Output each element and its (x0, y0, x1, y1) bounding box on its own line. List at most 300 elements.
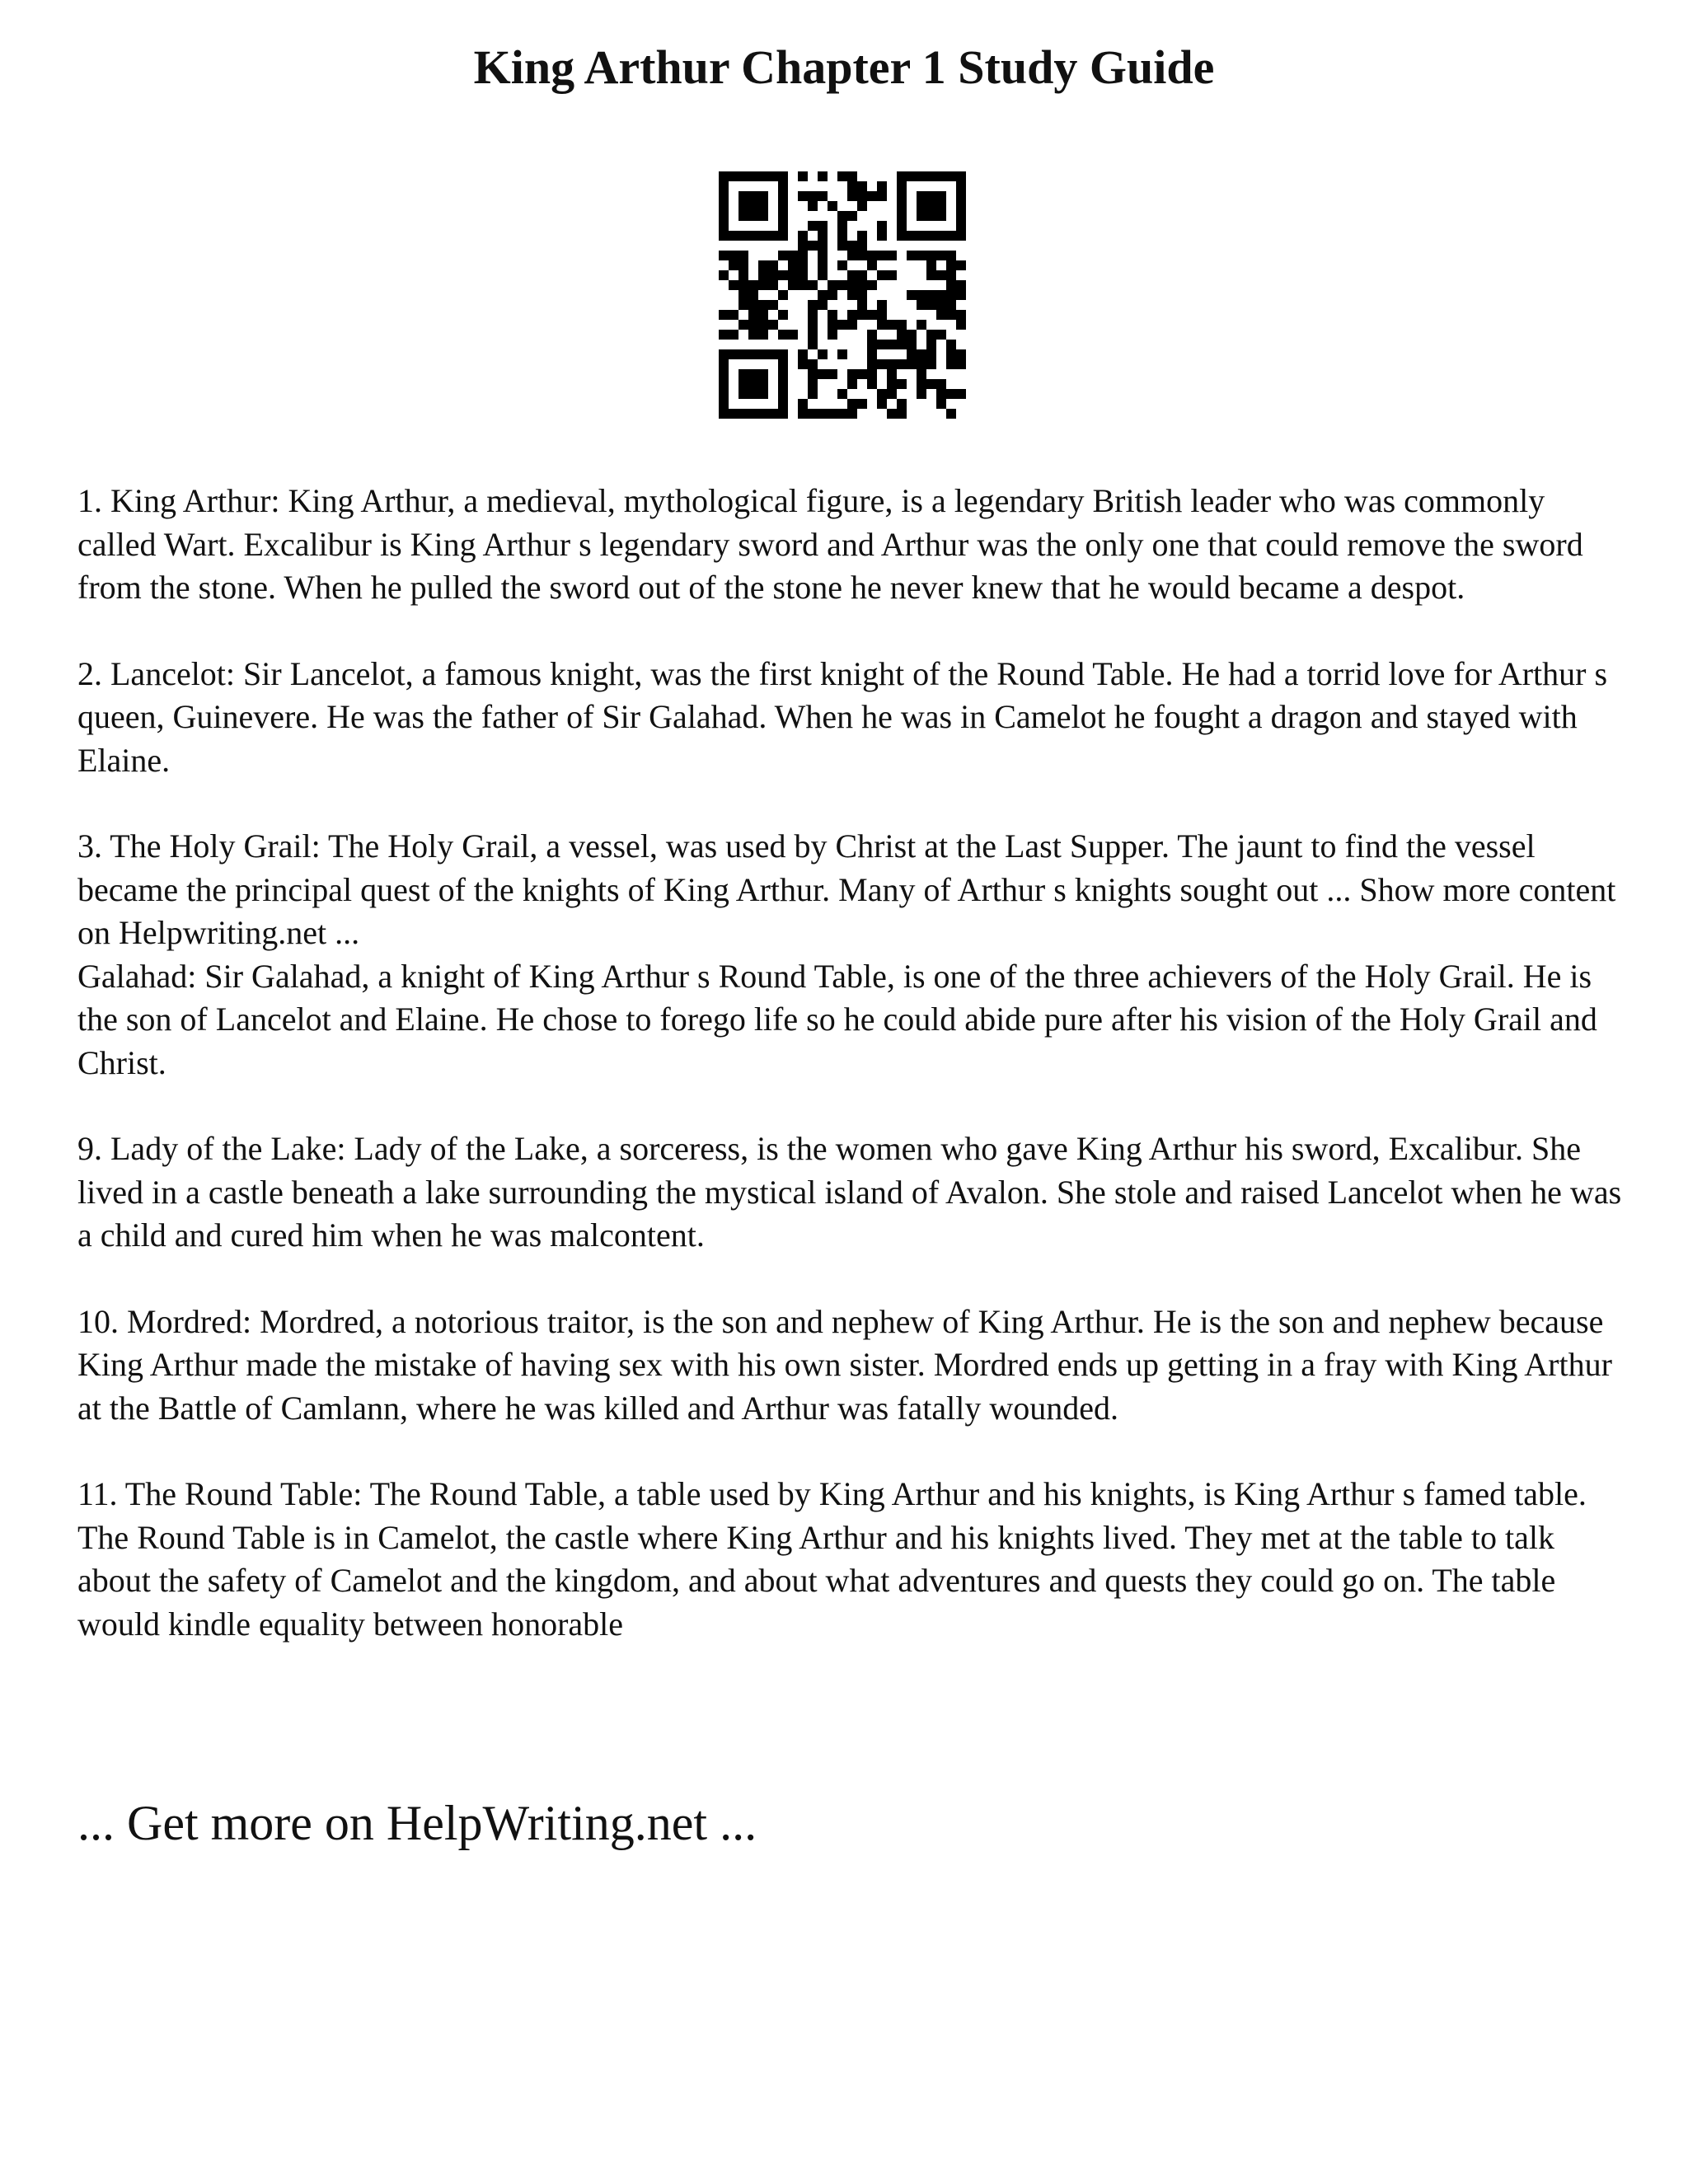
qr-module (917, 389, 926, 399)
qr-module (808, 221, 818, 231)
qr-module (748, 310, 758, 320)
qr-module (936, 300, 946, 310)
qr-module (926, 171, 936, 181)
qr-module (867, 330, 877, 340)
qr-module (857, 191, 867, 201)
qr-module (818, 409, 828, 419)
qr-module (778, 389, 788, 399)
qr-module (837, 409, 847, 419)
qr-module (956, 310, 966, 320)
qr-module (956, 171, 966, 181)
qr-module (897, 211, 907, 221)
qr-module (778, 369, 788, 379)
qr-module (748, 389, 758, 399)
qr-module (808, 340, 818, 349)
qr-module (897, 330, 907, 340)
qr-module (808, 201, 818, 211)
qr-module (956, 191, 966, 201)
qr-module (828, 280, 837, 290)
paragraph-holy-grail: 3. The Holy Grail: The Holy Grail, a vessel, was used by Christ at the Last Supper. The jaunt to find the vessel became the principal quest of the knights of King Arthur. Many of Arthur s knights sought out ... Show more content on Helpwriting.net ... (77, 827, 1616, 951)
qr-module (847, 409, 857, 419)
qr-module (837, 280, 847, 290)
qr-module (748, 330, 758, 340)
qr-module (877, 389, 887, 399)
qr-module (738, 231, 748, 241)
qr-module (788, 280, 798, 290)
page-title: King Arthur Chapter 1 Study Guide (473, 40, 1215, 94)
qr-module (768, 409, 778, 419)
qr-module (719, 349, 729, 359)
qr-module (719, 409, 729, 419)
qr-module (956, 260, 966, 270)
qr-module (907, 349, 917, 359)
qr-module (778, 211, 788, 221)
qr-module (729, 409, 738, 419)
qr-module (847, 241, 857, 251)
qr-module (738, 280, 748, 290)
paragraph-lancelot: 2. Lancelot: Sir Lancelot, a famous knight, was the first knight of the Round Table. He had a torrid love for Arthur s queen, Guinevere. He was the father of Sir Galahad. When he was in Camelot he fought a dragon and stayed with Elaine. (77, 654, 1608, 779)
qr-module (897, 320, 907, 330)
qr-module (956, 359, 966, 369)
qr-module (847, 290, 857, 300)
helpwriting-link[interactable]: ... Get more on HelpWriting.net ... (77, 1796, 757, 1850)
qr-module (857, 270, 867, 280)
qr-module (798, 251, 808, 260)
qr-module (926, 300, 936, 310)
qr-module (837, 171, 847, 181)
qr-module (719, 330, 729, 340)
qr-module (808, 389, 818, 399)
qr-module (867, 340, 877, 349)
qr-module (758, 310, 768, 320)
qr-module (877, 359, 887, 369)
qr-module (808, 379, 818, 389)
qr-module (897, 221, 907, 231)
qr-module (847, 369, 857, 379)
qr-module (877, 231, 887, 241)
qr-module (907, 340, 917, 349)
qr-module (738, 409, 748, 419)
qr-module (758, 280, 768, 290)
qr-module (729, 280, 738, 290)
qr-module (758, 211, 768, 221)
qr-module (946, 231, 956, 241)
qr-module (926, 330, 936, 340)
qr-module (748, 290, 758, 300)
qr-module (867, 379, 877, 389)
qr-module (758, 191, 768, 201)
qr-module (946, 280, 956, 290)
qr-module (748, 280, 758, 290)
qr-module (768, 280, 778, 290)
qr-module (837, 260, 847, 270)
qr-module (936, 171, 946, 181)
qr-module (847, 191, 857, 201)
qr-module (758, 201, 768, 211)
qr-module (936, 389, 946, 399)
qr-module (738, 270, 748, 280)
qr-module (758, 379, 768, 389)
qr-module (768, 320, 778, 330)
qr-module (818, 171, 828, 181)
qr-module (917, 349, 926, 359)
qr-module (798, 241, 808, 251)
qr-module (758, 260, 768, 270)
qr-module (897, 201, 907, 211)
qr-module (857, 251, 867, 260)
qr-module (758, 270, 768, 280)
qr-module (956, 280, 966, 290)
qr-module (719, 359, 729, 369)
qr-module (729, 310, 738, 320)
qr-module (926, 260, 936, 270)
qr-module (738, 369, 748, 379)
qr-module (917, 231, 926, 241)
qr-module (738, 290, 748, 300)
qr-code-graphic (719, 171, 966, 419)
qr-module (857, 231, 867, 241)
qr-module (738, 171, 748, 181)
qr-module (778, 251, 788, 260)
qr-module (748, 171, 758, 181)
qr-module (778, 290, 788, 300)
qr-module (719, 211, 729, 221)
qr-module (719, 181, 729, 191)
qr-module (936, 290, 946, 300)
qr-module (936, 231, 946, 241)
qr-module (837, 211, 847, 221)
qr-module (738, 389, 748, 399)
qr-module (946, 389, 956, 399)
qr-module (818, 349, 828, 359)
qr-module (768, 171, 778, 181)
qr-module (887, 379, 897, 389)
study-guide-body (77, 480, 1627, 1689)
qr-module (818, 231, 828, 241)
qr-module (907, 359, 917, 369)
qr-module (897, 191, 907, 201)
qr-module (897, 359, 907, 369)
qr-module (877, 191, 887, 201)
qr-module (748, 379, 758, 389)
qr-module (926, 349, 936, 359)
qr-module (936, 201, 946, 211)
qr-module (818, 260, 828, 270)
qr-module (719, 221, 729, 231)
qr-module (778, 221, 788, 231)
qr-module (887, 409, 897, 419)
qr-code-icon (719, 171, 966, 419)
qr-module (738, 379, 748, 389)
qr-module (828, 320, 837, 330)
qr-module (729, 251, 738, 260)
qr-module (936, 211, 946, 221)
qr-module (758, 389, 768, 399)
qr-module (748, 409, 758, 419)
qr-module (917, 369, 926, 379)
qr-module (798, 260, 808, 270)
qr-module (719, 201, 729, 211)
qr-module (778, 231, 788, 241)
qr-module (956, 389, 966, 399)
qr-module (798, 270, 808, 280)
qr-module (926, 290, 936, 300)
qr-module (798, 191, 808, 201)
qr-module (946, 251, 956, 260)
qr-module (798, 231, 808, 241)
qr-module (926, 379, 936, 389)
qr-module (847, 181, 857, 191)
qr-module (907, 231, 917, 241)
qr-module (877, 181, 887, 191)
qr-module (946, 270, 956, 280)
qr-module (808, 320, 818, 330)
qr-module (917, 290, 926, 300)
qr-module (917, 359, 926, 369)
qr-module (867, 310, 877, 320)
qr-module (758, 409, 768, 419)
qr-module (946, 349, 956, 359)
qr-module (926, 201, 936, 211)
qr-module (897, 181, 907, 191)
qr-module (867, 369, 877, 379)
qr-module (788, 260, 798, 270)
qr-module (857, 290, 867, 300)
qr-module (798, 171, 808, 181)
qr-module (798, 349, 808, 359)
qr-module (808, 409, 818, 419)
qr-module (818, 270, 828, 280)
qr-module (808, 300, 818, 310)
qr-module (798, 359, 808, 369)
qr-module (719, 310, 729, 320)
qr-module (748, 211, 758, 221)
qr-module (857, 310, 867, 320)
qr-module (847, 211, 857, 221)
qr-module (719, 171, 729, 181)
qr-module (758, 231, 768, 241)
qr-module (738, 211, 748, 221)
qr-module (946, 409, 956, 419)
qr-module (778, 379, 788, 389)
qr-module (808, 191, 818, 201)
qr-module (936, 251, 946, 260)
qr-module (867, 280, 877, 290)
qr-module (837, 241, 847, 251)
qr-module (798, 409, 808, 419)
qr-module (738, 320, 748, 330)
qr-module (897, 409, 907, 419)
qr-module (857, 369, 867, 379)
qr-module (857, 300, 867, 310)
qr-module (738, 260, 748, 270)
qr-module (768, 300, 778, 310)
qr-module (808, 330, 818, 340)
qr-module (729, 330, 738, 340)
qr-module (808, 280, 818, 290)
qr-module (748, 201, 758, 211)
qr-module (798, 399, 808, 409)
qr-module (729, 171, 738, 181)
paragraph-king-arthur: 1. King Arthur: King Arthur, a medieval, mythological figure, is a legendary British leader who was commonly called Wart. Excalibur is King Arthur s legendary sword and Arthur was the only one that could remove the sword from the stone. When he pulled the sword out of the stone he never knew that he would became a despot. (77, 482, 1583, 606)
qr-module (887, 359, 897, 369)
qr-module (748, 320, 758, 330)
qr-module (729, 349, 738, 359)
qr-module (828, 201, 837, 211)
qr-module (956, 201, 966, 211)
qr-module (917, 251, 926, 260)
paragraph-round-table: 11. The Round Table: The Round Table, a table used by King Arthur and his knights, is King Arthur s famed table. The Round Table is in Camelot, the castle where King Arthur and his knights lived. They met at the table to talk about the safety of Camelot and the kingdom, and about what adventures and quests they could go on. The table would kindle equality between honorable (77, 1475, 1587, 1643)
qr-module (926, 270, 936, 280)
qr-module (936, 191, 946, 201)
qr-module (719, 191, 729, 201)
qr-module (738, 300, 748, 310)
qr-module (738, 349, 748, 359)
qr-module (926, 251, 936, 260)
qr-module (837, 389, 847, 399)
qr-module (877, 251, 887, 260)
qr-module (917, 300, 926, 310)
qr-module (887, 251, 897, 260)
qr-module (877, 221, 887, 231)
paragraph-mordred: 10. Mordred: Mordred, a notorious traitor, is the son and nephew of King Arthur. He is the son and nephew because King Arthur made the mistake of having sex with his own sister. Mordred ends up getting in a fray with King Arthur at the Battle of Camlann, where he was killed and Arthur was fatally wounded. (77, 1302, 1612, 1427)
qr-module (788, 251, 798, 260)
qr-module (887, 340, 897, 349)
qr-module (828, 409, 837, 419)
qr-module (887, 389, 897, 399)
qr-module (847, 310, 857, 320)
qr-module (877, 270, 887, 280)
qr-module (778, 201, 788, 211)
qr-module (788, 330, 798, 340)
qr-module (778, 330, 788, 340)
qr-module (768, 349, 778, 359)
qr-module (828, 310, 837, 320)
qr-module (857, 241, 867, 251)
qr-module (917, 320, 926, 330)
qr-module (758, 330, 768, 340)
qr-module (818, 241, 828, 251)
qr-module (847, 280, 857, 290)
qr-module (719, 270, 729, 280)
qr-module (926, 191, 936, 201)
qr-module (867, 260, 877, 270)
paragraph-galahad: Galahad: Sir Galahad, a knight of King Arthur s Round Table, is one of the three achievers of the Holy Grail. He is the son of Lancelot and Elaine. He chose to forego life so he could abide pure after his vision of the Holy Grail and Christ. (77, 957, 1597, 1081)
qr-module (758, 171, 768, 181)
qr-module (768, 270, 778, 280)
qr-module (818, 251, 828, 260)
qr-module (847, 399, 857, 409)
qr-module (768, 231, 778, 241)
qr-module (956, 221, 966, 231)
qr-module (818, 300, 828, 310)
qr-module (748, 231, 758, 241)
qr-module (907, 290, 917, 300)
qr-module (877, 300, 887, 310)
qr-module (917, 201, 926, 211)
qr-module (719, 251, 729, 260)
qr-module (877, 310, 887, 320)
qr-module (808, 369, 818, 379)
qr-module (917, 379, 926, 389)
qr-module (758, 349, 768, 359)
qr-module (956, 320, 966, 330)
qr-module (897, 379, 907, 389)
qr-module (778, 409, 788, 419)
qr-module (907, 251, 917, 260)
qr-module (946, 300, 956, 310)
qr-module (946, 260, 956, 270)
qr-module (847, 320, 857, 330)
qr-module (956, 349, 966, 359)
qr-module (847, 171, 857, 181)
qr-module (877, 399, 887, 409)
qr-module (778, 359, 788, 369)
qr-module (956, 181, 966, 191)
qr-module (778, 181, 788, 191)
qr-module (778, 310, 788, 320)
qr-module (847, 379, 857, 389)
qr-module (719, 369, 729, 379)
qr-module (956, 290, 966, 300)
qr-module (917, 211, 926, 221)
qr-module (738, 201, 748, 211)
qr-module (748, 369, 758, 379)
qr-module (808, 310, 818, 320)
qr-module (917, 171, 926, 181)
qr-module (897, 399, 907, 409)
qr-module (818, 369, 828, 379)
qr-module (897, 231, 907, 241)
qr-module (917, 191, 926, 201)
qr-module (818, 221, 828, 231)
qr-module (719, 379, 729, 389)
qr-module (936, 379, 946, 389)
qr-module (956, 211, 966, 221)
qr-module (936, 330, 946, 340)
qr-module (837, 320, 847, 330)
paragraph-lady-of-the-lake: 9. Lady of the Lake: Lady of the Lake, a sorceress, is the women who gave King Arthur his sword, Excalibur. She lived in a castle beneath a lake surrounding the mystical island of Avalon. She stole and raised Lancelot when he was a child and cured him when he was malcontent. (77, 1130, 1622, 1254)
qr-module (887, 270, 897, 280)
qr-module (719, 389, 729, 399)
qr-module (719, 399, 729, 409)
qr-module (867, 349, 877, 359)
qr-module (857, 181, 867, 191)
qr-module (857, 399, 867, 409)
qr-module (897, 340, 907, 349)
qr-module (926, 359, 936, 369)
qr-module (748, 191, 758, 201)
qr-module (837, 221, 847, 231)
qr-module (778, 349, 788, 359)
qr-module (798, 280, 808, 290)
qr-module (738, 191, 748, 201)
qr-module (956, 231, 966, 241)
qr-module (758, 300, 768, 310)
qr-module (778, 399, 788, 409)
qr-module (907, 171, 917, 181)
qr-module (877, 340, 887, 349)
qr-module (828, 330, 837, 340)
qr-module (897, 171, 907, 181)
qr-module (847, 270, 857, 280)
qr-module (748, 300, 758, 310)
qr-module (828, 290, 837, 300)
qr-module (719, 231, 729, 241)
qr-module (778, 171, 788, 181)
qr-module (788, 270, 798, 280)
qr-module (936, 310, 946, 320)
